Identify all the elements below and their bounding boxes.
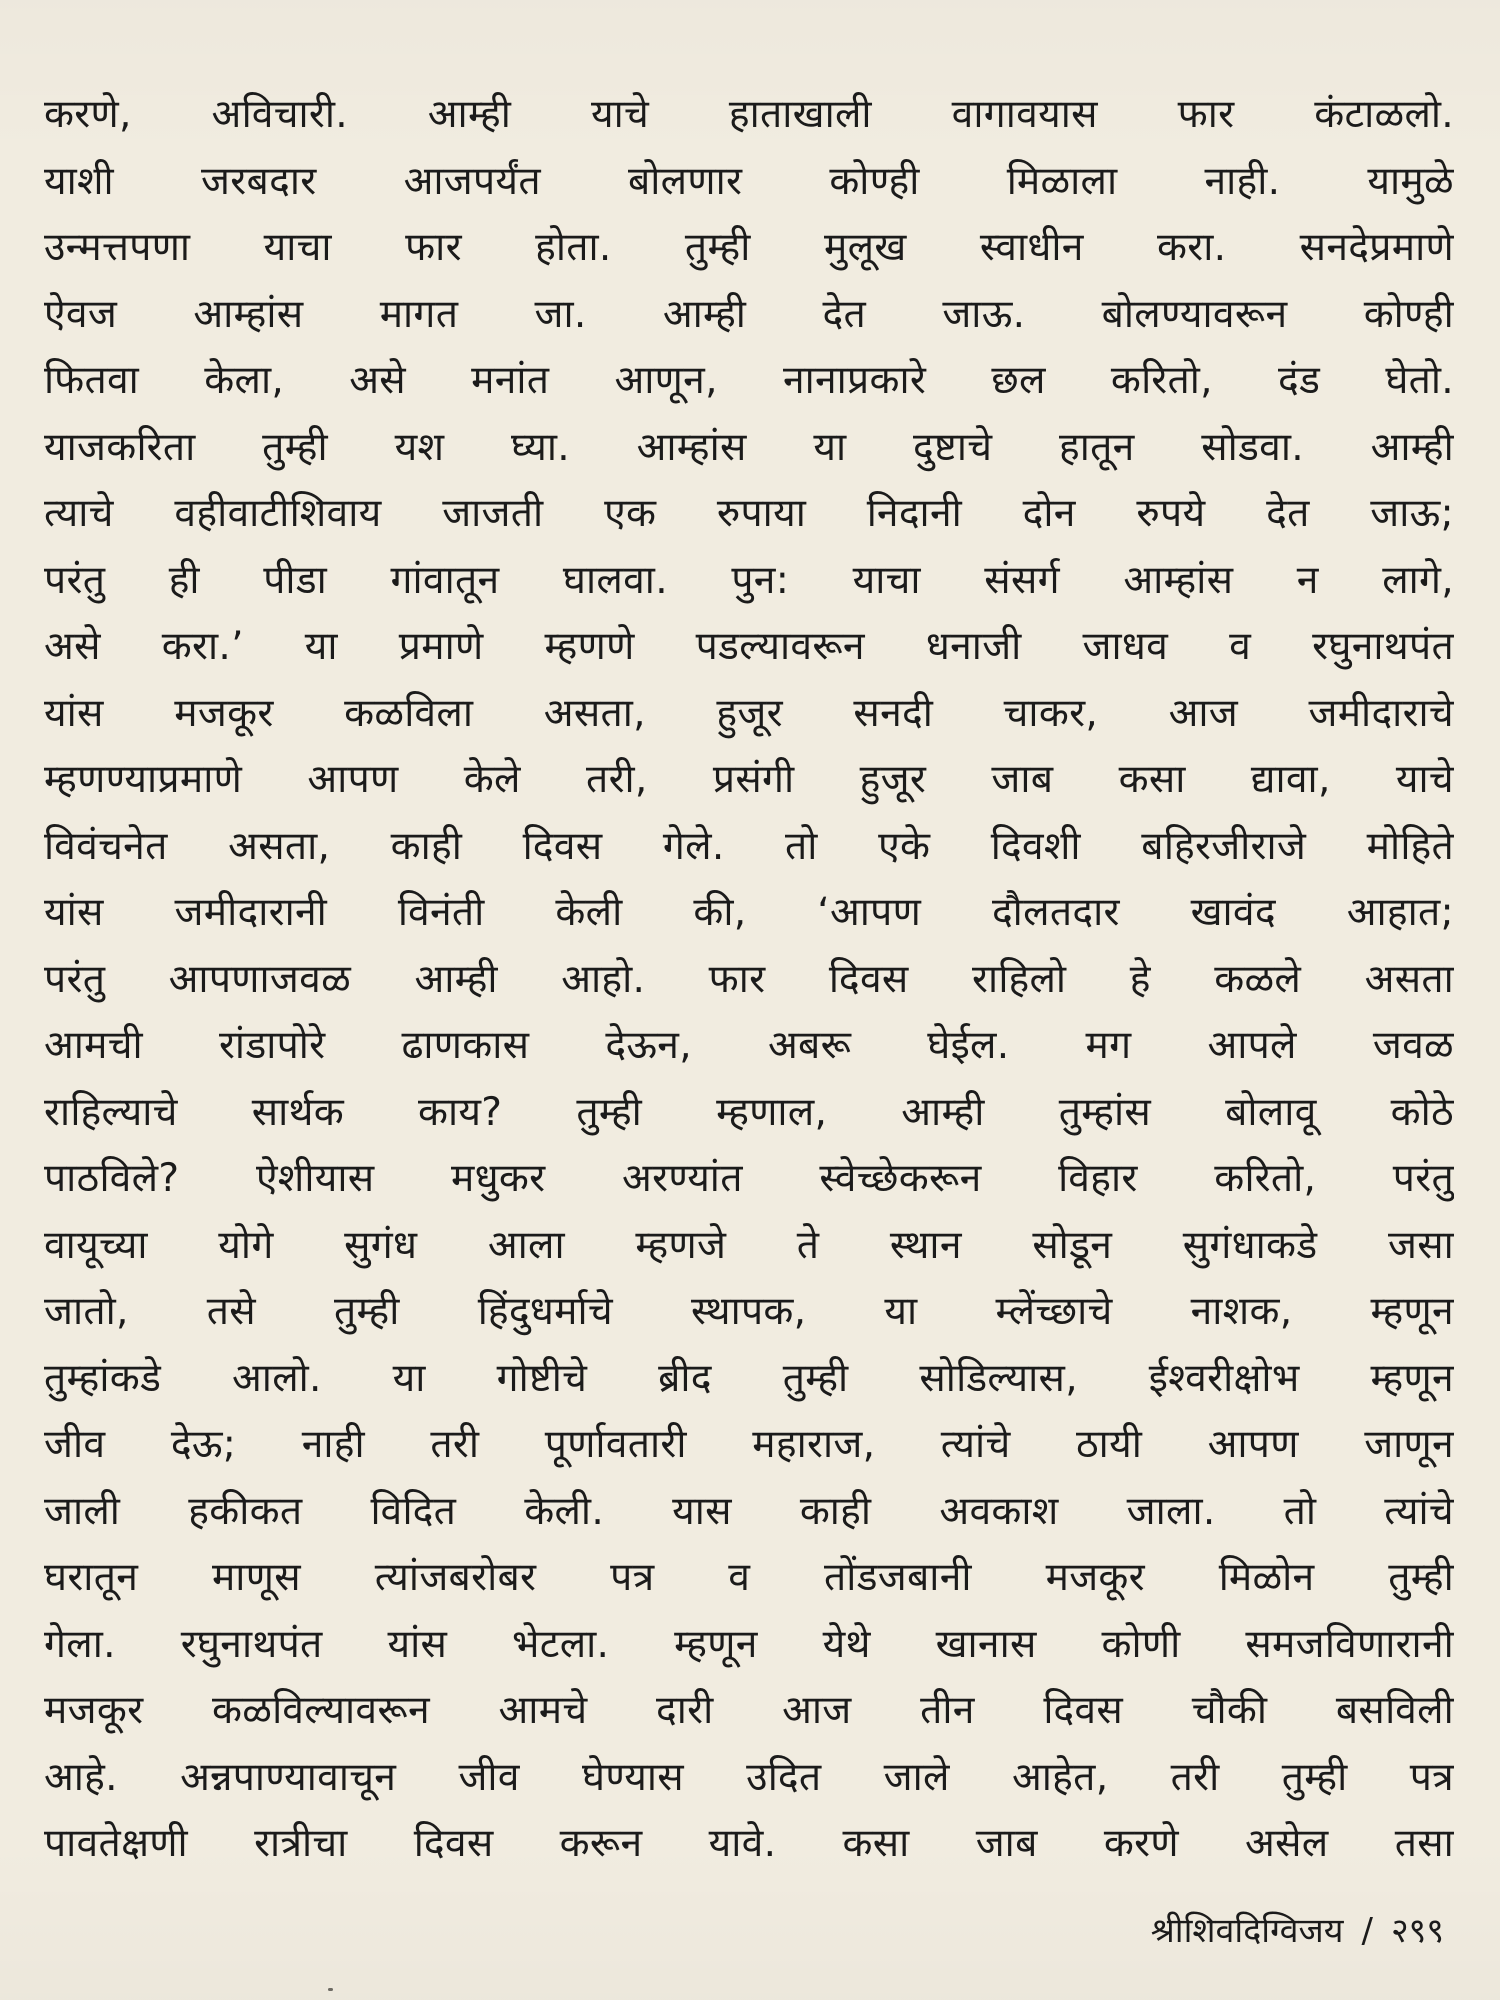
text-line: असे करा.’ या प्रमाणे म्हणणे पडल्यावरून धनाजी जाधव व रघुनाथपंत	[44, 624, 1454, 669]
text-line: राहिल्याचे सार्थक काय? तुम्ही म्हणाल, आम्ही तुम्हांस बोलावू कोठे	[44, 1089, 1454, 1135]
text-line: तुम्हांकडे आलो. या गोष्टीचे ब्रीद तुम्ही सोडिल्यास, ईश्वरीक्षोभ म्हणून	[44, 1355, 1454, 1401]
footer-separator: /	[1361, 1911, 1373, 1951]
text-line: करणे, अविचारी. आम्ही याचे हाताखाली वागावयास फार कंटाळलो.	[44, 92, 1454, 137]
text-line: म्हणण्याप्रमाणे आपण केले तरी, प्रसंगी हुजूर जाब कसा द्यावा, याचे	[44, 757, 1454, 802]
text-line: मजकूर कळविल्यावरून आमचे दारी आज तीन दिवस चौकी बसविली	[44, 1688, 1454, 1733]
text-line: याशी जरबदार आजपर्यंत बोलणार कोण्ही मिळाला नाही. यामुळे	[44, 158, 1454, 204]
text-line: त्याचे वहीवाटीशिवाय जाजती एक रुपाया निदानी दोन रुपये देत जाऊ;	[44, 491, 1454, 536]
text-line: उन्मत्तपणा याचा फार होता. तुम्ही मुलूख स्वाधीन करा. सनदेप्रमाणे	[44, 225, 1454, 270]
text-line: ऐवज आम्हांस मागत जा. आम्ही देत जाऊ. बोलण्यावरून कोण्ही	[44, 291, 1454, 337]
body-text	[44, 82, 1454, 1878]
paper-speck	[328, 1988, 333, 1991]
text-line: पावतेक्षणी रात्रीचा दिवस करून यावे. कसा जाब करणे असेल तसा	[44, 1821, 1454, 1866]
text-line: जाली हकीकत विदित केली. यास काही अवकाश जाला. तो त्यांचे	[44, 1488, 1454, 1534]
book-title: श्रीशिवदिग्विजय	[1150, 1911, 1344, 1951]
text-line: यांस जमीदारानी विनंती केली की, ‘आपण दौलतदार खावंद आहात;	[44, 890, 1454, 935]
text-line: वायूच्या योगे सुगंध आला म्हणजे ते स्थान सोडून सुगंधाकडे जसा	[44, 1222, 1454, 1268]
text-line: परंतु ही पीडा गांवातून घालवा. पुन: याचा संसर्ग आम्हांस न लागे,	[44, 557, 1454, 603]
text-line: गेला. रघुनाथपंत यांस भेटला. म्हणून येथे खानास कोणी समजविणारानी	[44, 1621, 1454, 1667]
text-line: विवंचनेत असता, काही दिवस गेले. तो एके दिवशी बहिरजीराजे मोहिते	[44, 823, 1454, 869]
text-line: जीव देऊ; नाही तरी पूर्णावतारी महाराज, त्यांचे ठायी आपण जाणून	[44, 1422, 1454, 1467]
text-line: यांस मजकूर कळविला असता, हुजूर सनदी चाकर, आज जमीदाराचे	[44, 690, 1454, 736]
text-line: आमची रांडापोरे ढाणकास देऊन, अबरू घेईल. मग आपले जवळ	[44, 1023, 1454, 1068]
text-line: पाठविले? ऐशीयास मधुकर अरण्यांत स्वेच्छेकरून विहार करितो, परंतु	[44, 1156, 1454, 1201]
text-line: जातो, तसे तुम्ही हिंदुधर्माचे स्थापक, या म्लेंच्छाचे नाशक, म्हणून	[44, 1289, 1454, 1334]
text-line: आहे. अन्नपाण्यावाचून जीव घेण्यास उदित जाले आहेत, तरी तुम्ही पत्र	[44, 1754, 1454, 1800]
text-line: याजकरिता तुम्ही यश घ्या. आम्हांस या दुष्टाचे हातून सोडवा. आम्ही	[44, 424, 1454, 470]
text-line: परंतु आपणाजवळ आम्ही आहो. फार दिवस राहिलो हे कळले असता	[44, 956, 1454, 1002]
text-line: घरातून माणूस त्यांजबरोबर पत्र व तोंडजबानी मजकूर मिळोन तुम्ही	[44, 1555, 1454, 1600]
page-number: २९९	[1390, 1911, 1444, 1951]
text-line: फितवा केला, असे मनांत आणून, नानाप्रकारे छल करितो, दंड घेतो.	[44, 358, 1454, 403]
running-footer	[1151, 1906, 1444, 1956]
